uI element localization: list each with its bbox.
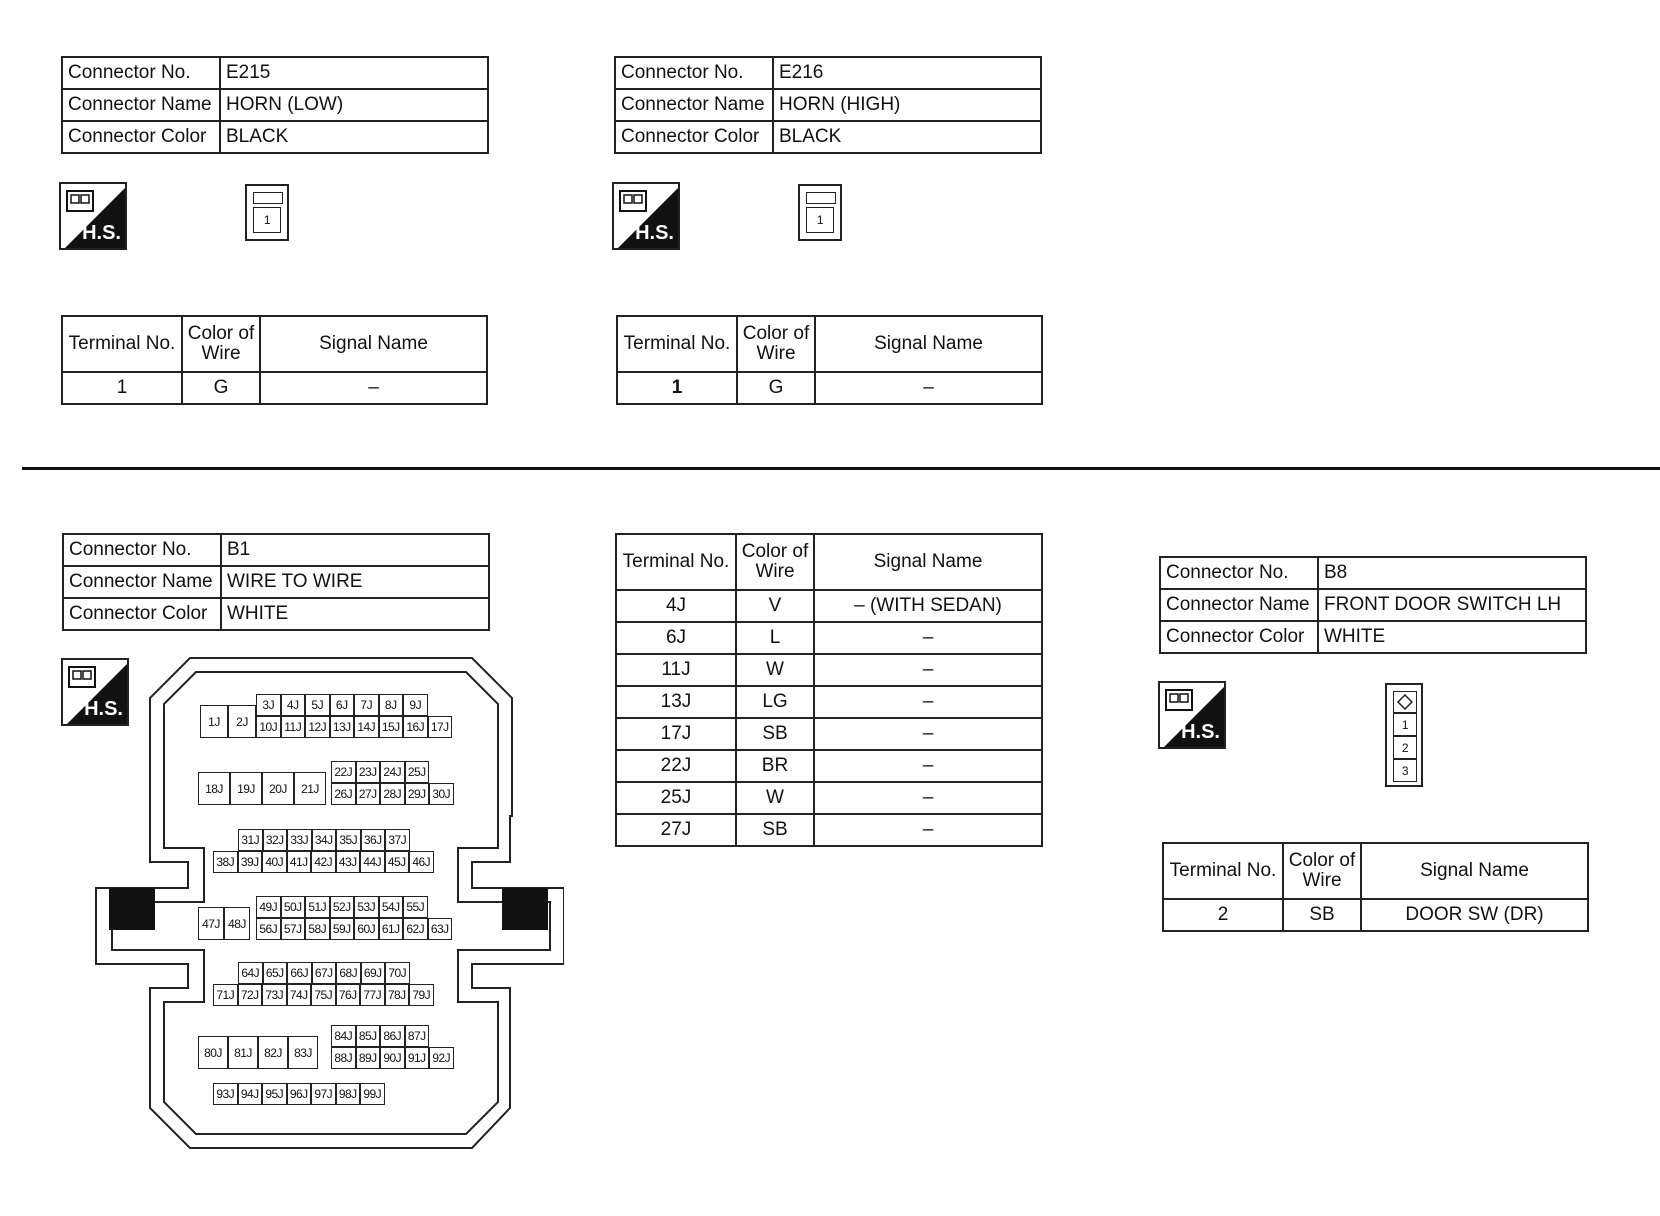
- b1-pin-cell: 32J: [263, 829, 288, 851]
- signal-name-cell: –: [814, 814, 1042, 846]
- b1-pin-cell: 21J: [294, 772, 326, 805]
- b1-pin-cell: 14J: [354, 716, 379, 738]
- wire-color-cell: G: [737, 372, 815, 404]
- terminal-no-header: Terminal No.: [1163, 843, 1283, 899]
- e215-connector-color-label: Connector Color: [62, 121, 220, 153]
- b8-connector-color-value: WHITE: [1318, 621, 1586, 653]
- b1-pin-cell: 44J: [360, 851, 385, 873]
- b1-pin-cell: 58J: [305, 918, 330, 940]
- terminal-no-cell: 6J: [616, 622, 736, 654]
- signal-name-cell: –: [814, 718, 1042, 750]
- b1-pin-cell: 88J: [331, 1047, 356, 1069]
- b1-pin-cell: 57J: [281, 918, 306, 940]
- signal-name-cell: –: [814, 622, 1042, 654]
- b1-pin-cell: 35J: [336, 829, 361, 851]
- b1-pin-cell: 29J: [405, 783, 430, 805]
- b1-pin-cell: 9J: [403, 694, 428, 716]
- b1-pin-cell: 89J: [356, 1047, 381, 1069]
- wire-color-header: Color of Wire: [182, 316, 260, 372]
- terminal-no-cell: 1: [617, 372, 737, 404]
- e216-connector-face: [798, 184, 842, 241]
- e215-harness-side-badge: [59, 182, 127, 250]
- b1-pin-cell: 56J: [256, 918, 281, 940]
- b1-pin-cell: 17J: [428, 716, 453, 738]
- terminal-no-cell: 22J: [616, 750, 736, 782]
- b1-pin-cell: 66J: [287, 962, 312, 984]
- b1-connector-name-label: Connector Name: [63, 566, 221, 598]
- b8-connector-no-value: B8: [1318, 557, 1586, 589]
- e216-connector-color-label: Connector Color: [615, 121, 773, 153]
- hs-label: H.S.: [635, 222, 674, 244]
- b1-pin-cell: 74J: [287, 984, 312, 1006]
- hs-label: H.S.: [82, 222, 121, 244]
- keyway-diamond-icon: [1393, 691, 1417, 713]
- b1-pin-cell: 68J: [336, 962, 361, 984]
- b1-pin-cell: 34J: [312, 829, 337, 851]
- signal-name-cell: –: [814, 782, 1042, 814]
- wire-color-header: Color of Wire: [736, 534, 814, 590]
- b1-pin-cell: 33J: [287, 829, 312, 851]
- b1-pin-cell: 43J: [336, 851, 361, 873]
- e216-harness-side-badge: [612, 182, 680, 250]
- b1-pin-cell: 12J: [305, 716, 330, 738]
- b1-pin-cell: 64J: [238, 962, 263, 984]
- wire-color-cell: BR: [736, 750, 814, 782]
- b1-pin-cell: 98J: [336, 1083, 361, 1105]
- b8-connector-name-label: Connector Name: [1160, 589, 1318, 621]
- terminal-no-cell: 17J: [616, 718, 736, 750]
- wire-color-cell: G: [182, 372, 260, 404]
- b1-pin-cell: 63J: [428, 918, 453, 940]
- signal-name-header: Signal Name: [1361, 843, 1588, 899]
- b1-pin-cell: 90J: [380, 1047, 405, 1069]
- b8-connector-name-value: FRONT DOOR SWITCH LH: [1318, 589, 1586, 621]
- wire-color-cell: LG: [736, 686, 814, 718]
- table-row: [616, 622, 1042, 654]
- terminal-no-header: Terminal No.: [616, 534, 736, 590]
- signal-name-header: Signal Name: [814, 534, 1042, 590]
- terminal-no-header: Terminal No.: [617, 316, 737, 372]
- e216-connector-name-label: Connector Name: [615, 89, 773, 121]
- b1-pin-cell: 47J: [198, 907, 224, 940]
- b1-pin-cell: 11J: [281, 716, 306, 738]
- signal-name-cell: DOOR SW (DR): [1361, 899, 1588, 931]
- signal-name-cell: –: [814, 654, 1042, 686]
- section-divider: [22, 467, 1660, 470]
- terminal-no-cell: 2: [1163, 899, 1283, 931]
- b1-pin-cell: 60J: [354, 918, 379, 940]
- b8-face-terminal: 1: [1393, 713, 1417, 736]
- connector-latch: [806, 192, 836, 204]
- b1-pin-cell: 30J: [429, 783, 454, 805]
- hs-label: H.S.: [84, 698, 123, 720]
- b1-pin-cell: 62J: [403, 918, 428, 940]
- terminal-no-cell: 11J: [616, 654, 736, 686]
- table-row: [616, 654, 1042, 686]
- b1-connector-no-label: Connector No.: [63, 534, 221, 566]
- e215-info-table: [61, 56, 489, 154]
- b1-pin-cell: 87J: [405, 1025, 430, 1047]
- table-row: [616, 782, 1042, 814]
- signal-name-header: Signal Name: [815, 316, 1042, 372]
- b1-pin-cell: 85J: [356, 1025, 381, 1047]
- table-row: [616, 814, 1042, 846]
- b1-pin-cell: 79J: [409, 984, 434, 1006]
- b1-pin-cell: 59J: [330, 918, 355, 940]
- b1-pin-cell: 52J: [330, 896, 355, 918]
- b1-pin-cell: 94J: [238, 1083, 263, 1105]
- b8-terminal-table: [1162, 842, 1589, 932]
- b8-connector-color-label: Connector Color: [1160, 621, 1318, 653]
- terminal-no-cell: 4J: [616, 590, 736, 622]
- b1-pin-cell: 93J: [213, 1083, 238, 1105]
- e216-face-terminal: 1: [806, 207, 834, 233]
- b1-pin-cell: 10J: [256, 716, 281, 738]
- b1-pin-cell: 37J: [385, 829, 410, 851]
- b1-pin-cell: 73J: [262, 984, 287, 1006]
- terminal-no-cell: 25J: [616, 782, 736, 814]
- b1-pin-cell: 97J: [311, 1083, 336, 1105]
- b1-pin-cell: 15J: [379, 716, 404, 738]
- b1-pin-cell: 26J: [331, 783, 356, 805]
- b1-pin-cell: 25J: [405, 761, 430, 783]
- b1-pin-cell: 4J: [281, 694, 306, 716]
- left-latch-block: [109, 888, 155, 930]
- b1-pin-cell: 23J: [356, 761, 381, 783]
- b1-pin-cell: 16J: [403, 716, 428, 738]
- b1-pin-cell: 91J: [405, 1047, 430, 1069]
- terminal-no-cell: 27J: [616, 814, 736, 846]
- b1-pin-cell: 40J: [262, 851, 287, 873]
- table-row: [616, 718, 1042, 750]
- b1-pin-cell: 28J: [380, 783, 405, 805]
- b1-pin-cell: 5J: [305, 694, 330, 716]
- e216-connector-color-value: BLACK: [773, 121, 1041, 153]
- b1-terminal-table: [615, 533, 1043, 847]
- e215-connector-no-label: Connector No.: [62, 57, 220, 89]
- wire-color-cell: W: [736, 782, 814, 814]
- b1-pin-cell: 6J: [330, 694, 355, 716]
- e216-info-table: [614, 56, 1042, 154]
- b1-connector-no-value: B1: [221, 534, 489, 566]
- e215-connector-name-value: HORN (LOW): [220, 89, 488, 121]
- wire-color-cell: V: [736, 590, 814, 622]
- b1-pin-cell: 72J: [238, 984, 263, 1006]
- b1-pin-cell: 31J: [238, 829, 263, 851]
- right-latch-block: [502, 888, 548, 930]
- b1-pin-cell: 61J: [379, 918, 404, 940]
- b1-pin-cell: 45J: [385, 851, 410, 873]
- signal-name-cell: – (WITH SEDAN): [814, 590, 1042, 622]
- b1-pin-cell: 1J: [200, 705, 228, 738]
- e216-connector-no-label: Connector No.: [615, 57, 773, 89]
- table-row: [616, 686, 1042, 718]
- b1-pin-cell: 41J: [287, 851, 312, 873]
- b1-pin-cell: 8J: [379, 694, 404, 716]
- table-row: [1163, 899, 1588, 931]
- b1-pin-cell: 86J: [380, 1025, 405, 1047]
- b1-pin-cell: 13J: [330, 716, 355, 738]
- b1-pin-cell: 99J: [360, 1083, 385, 1105]
- b1-pin-cell: 84J: [331, 1025, 356, 1047]
- b1-pin-cell: 19J: [230, 772, 262, 805]
- b1-pin-cell: 7J: [354, 694, 379, 716]
- b1-pin-cell: 76J: [336, 984, 361, 1006]
- b1-pin-cell: 36J: [361, 829, 386, 851]
- hs-label: H.S.: [1181, 721, 1220, 743]
- b8-info-table: [1159, 556, 1587, 654]
- b1-pin-cell: 67J: [312, 962, 337, 984]
- b1-pin-cell: 54J: [379, 896, 404, 918]
- b1-connector-color-label: Connector Color: [63, 598, 221, 630]
- wire-color-cell: SB: [736, 814, 814, 846]
- table-row: [616, 750, 1042, 782]
- table-row: [617, 372, 1042, 404]
- wire-color-header: Color of Wire: [737, 316, 815, 372]
- signal-name-header: Signal Name: [260, 316, 487, 372]
- b1-pin-cell: 18J: [198, 772, 230, 805]
- b8-harness-side-badge: [1158, 681, 1226, 749]
- b1-connector-name-value: WIRE TO WIRE: [221, 566, 489, 598]
- e215-connector-color-value: BLACK: [220, 121, 488, 153]
- b1-pin-cell: 48J: [224, 907, 250, 940]
- b1-pin-cell: 75J: [311, 984, 336, 1006]
- e215-terminal-table: [61, 315, 488, 405]
- b1-pin-cell: 53J: [354, 896, 379, 918]
- b1-pin-cell: 96J: [287, 1083, 312, 1105]
- b1-pin-cell: 78J: [385, 984, 410, 1006]
- b1-pin-cell: 70J: [385, 962, 410, 984]
- e215-connector-name-label: Connector Name: [62, 89, 220, 121]
- connector-latch: [253, 192, 283, 204]
- b1-pin-cell: 42J: [311, 851, 336, 873]
- b1-pin-cell: 24J: [380, 761, 405, 783]
- terminal-no-header: Terminal No.: [62, 316, 182, 372]
- e215-connector-face: [245, 184, 289, 241]
- signal-name-cell: –: [814, 686, 1042, 718]
- b1-pin-cell: 27J: [356, 783, 381, 805]
- b1-pin-cell: 2J: [228, 705, 256, 738]
- b8-connector-no-label: Connector No.: [1160, 557, 1318, 589]
- signal-name-cell: –: [814, 750, 1042, 782]
- b1-pin-cell: 71J: [213, 984, 238, 1006]
- b1-pin-cell: 46J: [409, 851, 434, 873]
- b1-pin-cell: 55J: [403, 896, 428, 918]
- b1-connector-color-value: WHITE: [221, 598, 489, 630]
- b1-pin-cell: 77J: [360, 984, 385, 1006]
- e216-connector-no-value: E216: [773, 57, 1041, 89]
- b1-pin-cell: 95J: [262, 1083, 287, 1105]
- b1-pin-cell: 22J: [331, 761, 356, 783]
- table-row: [616, 590, 1042, 622]
- b1-pin-cell: 39J: [238, 851, 263, 873]
- b1-pin-cell: 38J: [213, 851, 238, 873]
- wire-color-cell: SB: [1283, 899, 1361, 931]
- wire-color-cell: W: [736, 654, 814, 686]
- table-row: [62, 372, 487, 404]
- b1-pin-cell: 3J: [256, 694, 281, 716]
- b1-pin-cell: 81J: [228, 1036, 258, 1069]
- b1-pin-cell: 80J: [198, 1036, 228, 1069]
- b1-pin-cell: 69J: [361, 962, 386, 984]
- signal-name-cell: –: [260, 372, 487, 404]
- b1-pin-cell: 65J: [263, 962, 288, 984]
- e215-connector-no-value: E215: [220, 57, 488, 89]
- e215-face-terminal: 1: [253, 207, 281, 233]
- b8-face-terminal: 3: [1393, 759, 1417, 782]
- terminal-no-cell: 1: [62, 372, 182, 404]
- b1-pin-cell: 83J: [288, 1036, 318, 1069]
- b1-info-table: [62, 533, 490, 631]
- b1-pin-cell: 92J: [429, 1047, 454, 1069]
- b1-pin-cell: 49J: [256, 896, 281, 918]
- b1-pin-cell: 50J: [281, 896, 306, 918]
- b1-pin-cell: 20J: [262, 772, 294, 805]
- b8-connector-face: [1385, 683, 1423, 787]
- e216-terminal-table: [616, 315, 1043, 405]
- b8-face-terminal: 2: [1393, 736, 1417, 759]
- b1-pin-cell: 51J: [305, 896, 330, 918]
- signal-name-cell: –: [815, 372, 1042, 404]
- e216-connector-name-value: HORN (HIGH): [773, 89, 1041, 121]
- b1-pin-cell: 82J: [258, 1036, 288, 1069]
- terminal-no-cell: 13J: [616, 686, 736, 718]
- wire-color-cell: SB: [736, 718, 814, 750]
- wire-color-cell: L: [736, 622, 814, 654]
- wire-color-header: Color of Wire: [1283, 843, 1361, 899]
